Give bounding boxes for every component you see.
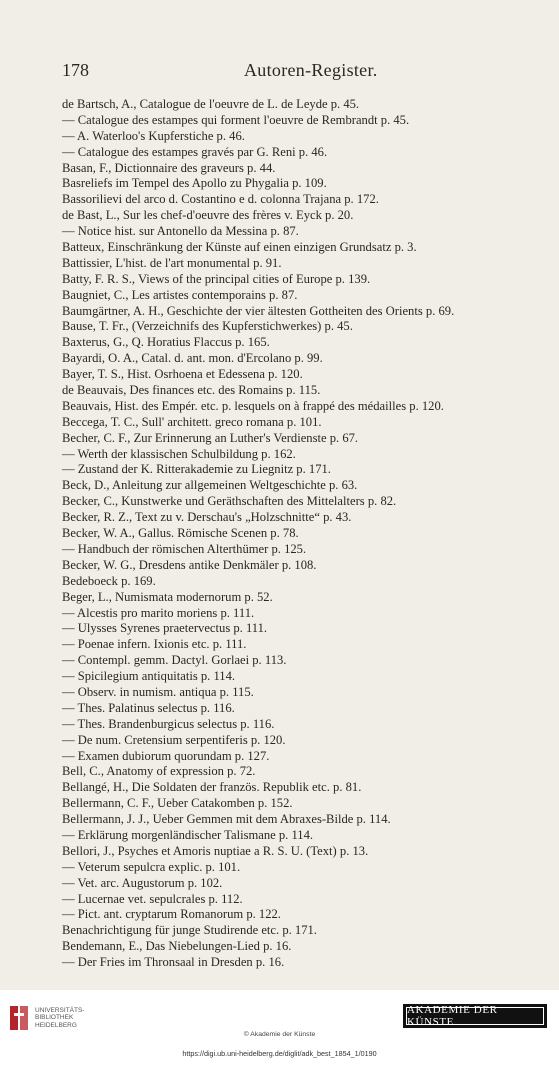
index-entry: — Veterum sepulcra explic. p. 101. <box>62 859 241 874</box>
academy-logo-label: AKADEMIE DER KÜNSTE <box>406 1007 544 1025</box>
index-entry: — Catalogue des estampes gravés par G. Reni p. 46. <box>62 144 328 159</box>
index-entry: — Catalogue des estampes qui forment l'oeuvre de Rembrandt p. 45. <box>62 112 410 127</box>
index-entry: Beger, L., Numismata modernorum p. 52. <box>62 589 273 604</box>
index-entry: — Notice hist. sur Antonello da Messina p. 87. <box>62 224 299 239</box>
index-entry: Becker, W. G., Dresdens antike Denkmäler p. 108. <box>62 557 317 572</box>
index-entry: — Thes. Brandenburgicus selectus p. 116. <box>62 716 275 731</box>
page-number: 178 <box>62 60 89 80</box>
index-entry: Benachrichtigung für junge Studirende etc. p. 171. <box>62 923 317 938</box>
index-entry: Baumgärtner, A. H., Geschichte der vier ältesten Gottheiten des Orients p. 69. <box>62 303 455 318</box>
index-entry: — De num. Cretensium serpentiferis p. 120. <box>62 732 286 747</box>
index-entry: Bause, T. Fr., (Verzeichnifs des Kupferstichwerkes) p. 45. <box>62 319 353 334</box>
index-entry: — Contempl. gemm. Dactyl. Gorlaei p. 113. <box>62 653 287 668</box>
index-entry: Becher, C. F., Zur Erinnerung an Luther's Verdienste p. 67. <box>62 430 359 445</box>
permalink-url[interactable]: https://digi.ub.uni-heidelberg.de/diglit/adk_best_1854_1/0190 <box>182 1049 377 1058</box>
library-logo-text: UNIVERSITÄTS- BIBLIOTHEK HEIDELBERG <box>35 1006 85 1029</box>
index-entry: Beccega, T. C., Sull' architett. greco romana p. 101. <box>62 414 322 429</box>
index-entry: Batteux, Einschränkung der Künste auf einen einzigen Grundsatz p. 3. <box>62 240 417 255</box>
index-entry: Batty, F. R. S., Views of the principal cities of Europe p. 139. <box>62 271 371 286</box>
index-entry: Bellermann, C. F., Ueber Catakomben p. 152. <box>62 796 293 811</box>
index-entry: de Bartsch, A., Catalogue de l'oeuvre de L. de Leyde p. 45. <box>62 97 360 111</box>
index-entry: Baxterus, G., Q. Horatius Flaccus p. 165. <box>62 335 270 350</box>
index-entry: Bayardi, O. A., Catal. d. ant. mon. d'Ercolano p. 99. <box>62 351 323 366</box>
library-crest-icon <box>8 1003 30 1033</box>
index-entry: — Vet. arc. Augustorum p. 102. <box>62 875 223 890</box>
index-entry: Bellori, J., Psyches et Amoris nuptiae a R. S. U. (Text) p. 13. <box>62 843 369 858</box>
index-entry: — Lucernae vet. sepulcrales p. 112. <box>62 891 243 906</box>
copyright-notice: © Akademie der Künste <box>243 1031 316 1038</box>
author-index-list <box>62 97 552 971</box>
index-entry: — Observ. in numism. antiqua p. 115. <box>62 684 254 699</box>
index-entry: Becker, R. Z., Text zu v. Derschau's „Holzschnitte“ p. 43. <box>62 510 352 525</box>
page-header <box>62 60 539 82</box>
index-entry: — Zustand der K. Ritterakademie zu Liegnitz p. 171. <box>62 462 331 477</box>
index-entry: de Bast, L., Sur les chef-d'oeuvre des frères v. Eyck p. 20. <box>62 208 354 223</box>
index-entry: — Examen dubiorum quorundam p. 127. <box>62 748 270 763</box>
index-entry: Baugniet, C., Les artistes contemporains p. 87. <box>62 287 298 302</box>
index-entry: — Spicilegium antiquitatis p. 114. <box>62 669 236 684</box>
index-entry: Bassorilievi del arco d. Costantino e d. colonna Trajana p. 172. <box>62 192 379 207</box>
index-entry: Bayer, T. S., Hist. Osrhoena et Edessena p. 120. <box>62 367 303 382</box>
index-entry: — Ulysses Syrenes praetervectus p. 111. <box>62 621 268 636</box>
index-entry: — Alcestis pro marito moriens p. 111. <box>62 605 255 620</box>
index-entry: de Beauvais, Des finances etc. des Romains p. 115. <box>62 383 321 398</box>
index-entry: Basreliefs im Tempel des Apollo zu Phygalia p. 109. <box>62 176 327 191</box>
index-entry: Basan, F., Dictionnaire des graveurs p. 44. <box>62 160 276 175</box>
index-entry: Bendemann, E., Das Niebelungen-Lied p. 16. <box>62 939 292 954</box>
index-entry: Becker, C., Kunstwerke und Geräthschaften des Mittelalters p. 82. <box>62 494 397 509</box>
index-entry: Beauvais, Hist. des Empér. etc. p. lesquels on à frappé des médailles p. 120. <box>62 398 444 413</box>
index-entry: Bellangé, H., Die Soldaten der französ. Republik etc. p. 81. <box>62 780 362 795</box>
index-entry: Bell, C., Anatomy of expression p. 72. <box>62 764 256 779</box>
index-entry: — Werth der klassischen Schulbildung p. 162. <box>62 446 296 461</box>
index-entry: Battissier, L'hist. de l'art monumental p. 91. <box>62 255 282 270</box>
index-entry: Beck, D., Anleitung zur allgemeinen Weltgeschichte p. 63. <box>62 478 358 493</box>
index-entry: — Erklärung morgenländischer Talismane p. 114. <box>62 827 314 842</box>
index-entry: — Poenae infern. Ixionis etc. p. 111. <box>62 637 247 652</box>
index-entry: Becker, W. A., Gallus. Römische Scenen p. 78. <box>62 526 299 541</box>
academy-logo[interactable] <box>403 1004 547 1028</box>
viewer-footer <box>0 990 559 1065</box>
running-title: Autoren-Register. <box>244 60 378 80</box>
index-entry: — A. Waterloo's Kupferstiche p. 46. <box>62 128 245 143</box>
index-entry: — Der Fries im Thronsaal in Dresden p. 16. <box>62 955 285 970</box>
index-entry: Bellermann, J. J., Ueber Gemmen mit dem Abraxes-Bilde p. 114. <box>62 812 391 827</box>
index-entry: Bedeboeck p. 169. <box>62 573 156 588</box>
index-entry: — Pict. ant. cryptarum Romanorum p. 122. <box>62 907 281 922</box>
index-entry: — Handbuch der römischen Alterthümer p. 125. <box>62 541 307 556</box>
index-entry: — Thes. Palatinus selectus p. 116. <box>62 700 235 715</box>
